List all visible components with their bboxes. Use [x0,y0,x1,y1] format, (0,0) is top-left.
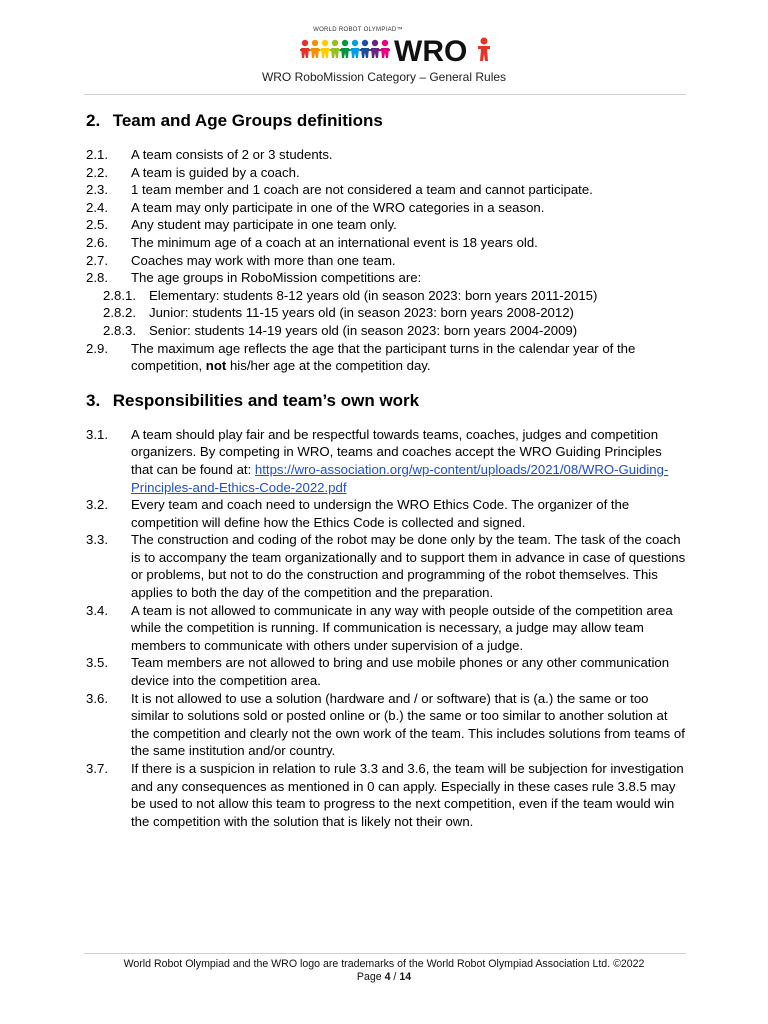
list-item: 2.8. The age groups in RoboMission competitions are: [86,270,422,286]
list-item: 2.9. The maximum age reflects the age that the participant turns in the calendar year of the competition, not his/her age at the competition day. [86,340,636,374]
list-item: 2.6. The minimum age of a coach at an international event is 18 years old. [86,234,538,250]
sub-list-item: 2.8.3. Senior: students 14-19 years old (in season 2023: born years 2004-2009) [103,322,578,338]
list-item: 3.4. A team is not allowed to communicate in any way with people outside of the competition area while the competition is running. If communication is necessary, a judge may allow team members to communicate with others under supervision of a judge. [86,602,673,653]
list-item: 3.1. A team should play fair and be respectful towards teams, coaches, judges and competition organizers. By competing in WRO, teams and coaches accept the WRO Guiding Principles that can be found at: https://wro-association.org/wp-content/uploads/2021/08/WRO-Guiding-Principles-and-Ethics-Code-2022.pdf [86,426,669,495]
section-3-heading: 3. Responsibilities and team’s own work [86,390,420,410]
page-header [0,0,768,96]
list-item: 2.5. Any student may participate in one team only. [86,217,397,233]
list-item: 2.7. Coaches may work with more than one team. [86,252,396,268]
list-item: 2.2. A team is guided by a coach. [86,164,300,180]
list-item: 2.3. 1 team member and 1 coach are not considered a team and cannot participate. [86,182,593,198]
logo-figures [300,40,390,58]
section-3-list [86,426,686,831]
guiding-principles-link[interactable]: https://wro-association.org/wp-content/uploads/2021/08/WRO-Guiding-Principles-and-Ethics-Code-2022.pdf [131,461,669,495]
logo-red-figure [478,38,490,62]
sub-list-item: 2.8.1. Elementary: students 8-12 years old (in season 2023: born years 2011-2015) [103,287,598,303]
list-item: 3.5. Team members are not allowed to bring and use mobile phones or any other communication device into the competition area. [86,655,670,689]
page-content [86,105,686,830]
footer-trademark: World Robot Olympiad and the WRO logo are trademarks of the World Robot Olympiad Association Ltd. ©2022 [123,958,645,970]
list-item: 3.3. The construction and coding of the robot may be done only by the team. The task of the coach is to accompany the team organizationally and to support them in advance in case of questions or problems, but not to do the construction and programming of the robot themselves. This applies to both the day of the competition and the preparation. [86,532,686,601]
header-divider [84,94,686,95]
logo-wordmark: WRO [394,35,468,67]
logo-small-text: WORLD ROBOT OLYMPIAD™ [313,27,403,33]
sub-list-item: 2.8.2. Junior: students 11-15 years old (in season 2023: born years 2008-2012) [103,305,574,321]
header-subtitle: WRO RoboMission Category – General Rules [261,70,507,84]
wro-logo [298,27,498,67]
section-2-list [86,146,686,375]
section-2-heading: 2. Team and Age Groups definitions [86,111,383,130]
list-item: 2.4. A team may only participate in one of the WRO categories in a season. [86,199,545,215]
list-item: 3.6. It is not allowed to use a solution (hardware and / or software) that is (a.) the same or too similar to solutions sold or posted online or (b.) the same or too similar to another solution at the competition and clearly not the own work of the team. This includes solutions from teams of the same institution and/or country. [86,690,685,759]
page-footer [0,958,768,984]
list-item: 3.7. If there is a suspicion in relation to rule 3.3 and 3.6, the team will be subjection for investigation and any consequences as mentioned in 0 can apply. Especially in these cases rule 3.8.5 may be used to not allow this team to progress to the next competition, even if the team would win the competition with the solution that is likely not their own. [86,761,684,829]
list-item: 2.1. A team consists of 2 or 3 students. [86,147,333,162]
page-number: Page 4 / 14 [356,971,412,983]
list-item: 3.2. Every team and coach need to undersign the WRO Ethics Code. The organizer of the competition will define how the Ethics Code is collected and signed. [86,497,630,530]
footer-divider [84,953,686,954]
